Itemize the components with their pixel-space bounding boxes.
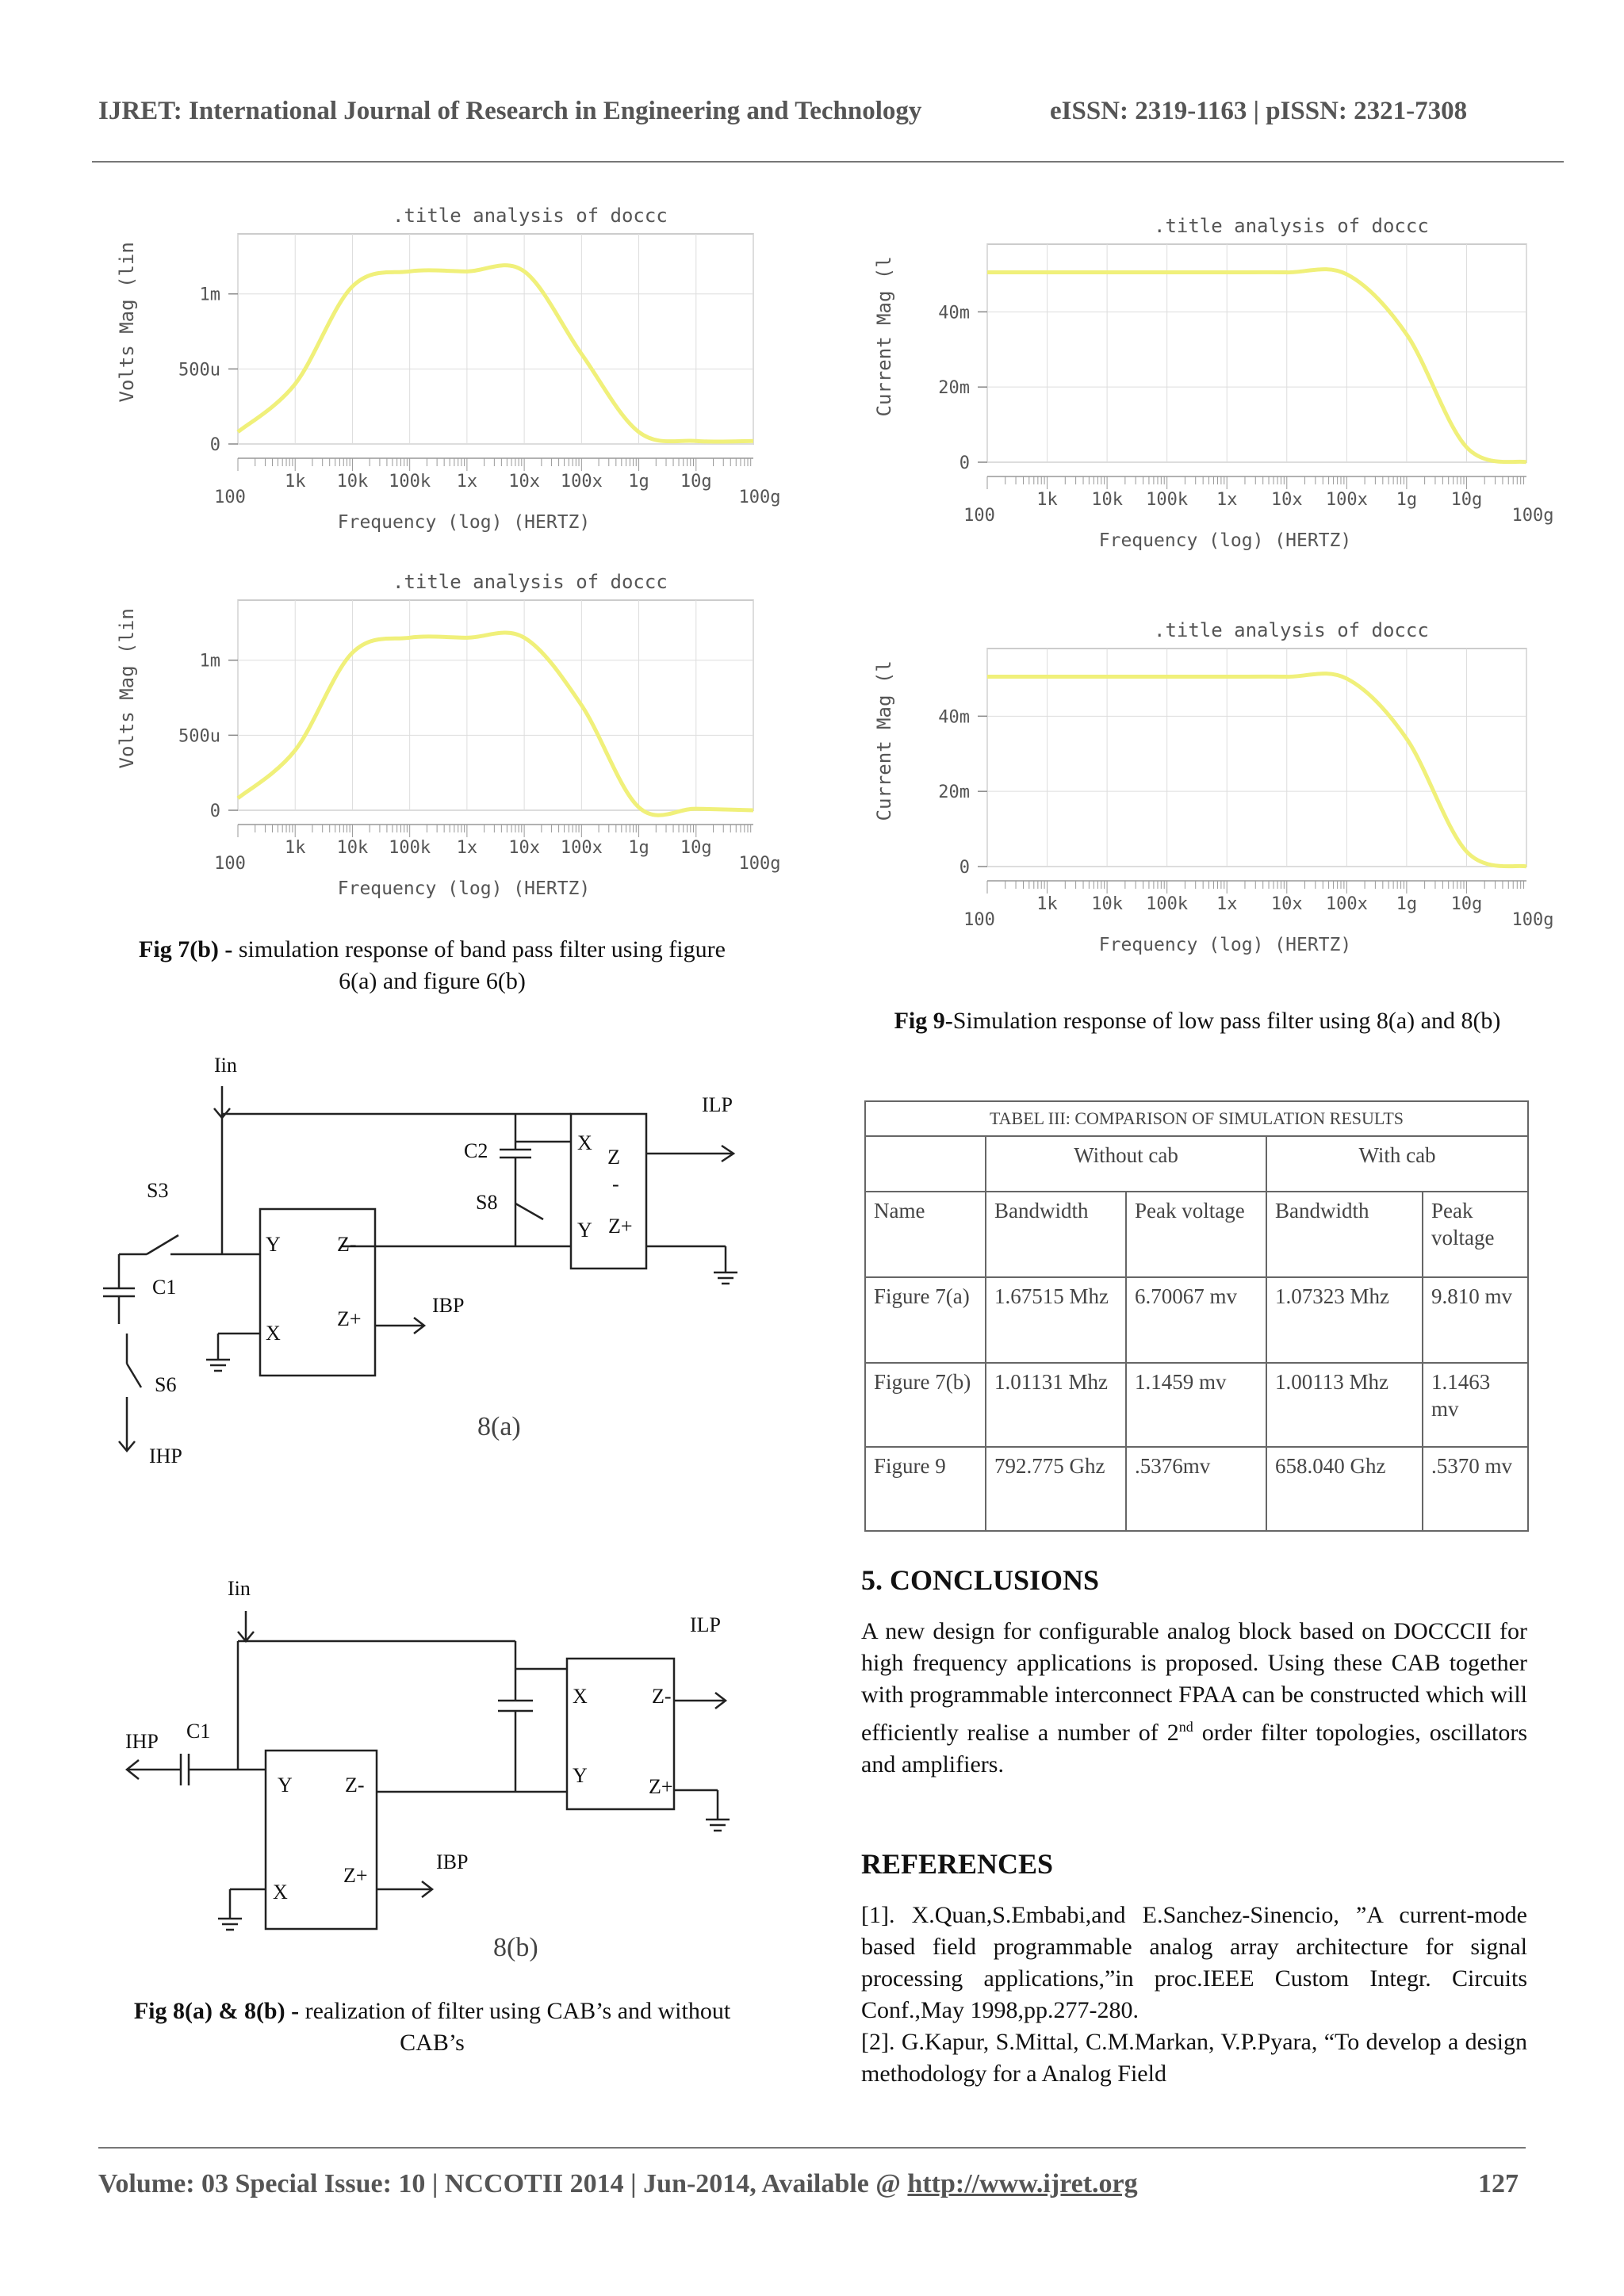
table-header: Peak voltage <box>1423 1192 1528 1277</box>
table-empty-cell <box>865 1136 986 1192</box>
plot-xtick-label: 10k <box>336 472 369 492</box>
iin-label-b: Iin <box>228 1577 251 1600</box>
table-cell: Figure 7(b) <box>865 1363 986 1447</box>
plot-xtick-label: 1k <box>284 472 306 492</box>
issn-text: eISSN: 2319-1163 | pISSN: 2321-7308 <box>1050 97 1468 125</box>
c1-label-b: C1 <box>186 1720 211 1743</box>
plot-xtick-label: 100g <box>738 854 781 874</box>
block1-zminus-a: Z- <box>337 1233 357 1256</box>
plot-ytick-label: 1m <box>199 651 220 672</box>
ihp-label-b: IHP <box>125 1730 159 1753</box>
table-row <box>865 1363 1528 1447</box>
comparison-table <box>864 1100 1529 1532</box>
fig8-caption-label: Fig 8(a) & 8(b) - <box>133 1998 300 2024</box>
plot-xtick-label: 1x <box>456 838 478 858</box>
plot-xtick-label: 10g <box>680 472 712 492</box>
plot-fig9-top <box>868 205 1554 577</box>
plot-xtick-label: 100 <box>214 488 246 507</box>
plot-ytick-label: 500u <box>178 360 220 381</box>
plot-xtick-label: 10k <box>336 838 369 858</box>
plot-ylabel: Volts Mag (lin <box>116 608 138 769</box>
c1-label-a: C1 <box>152 1276 177 1299</box>
block1-zplus-a: Z+ <box>337 1307 362 1330</box>
table-cell: 1.00113 Mhz <box>1266 1363 1423 1447</box>
table-cell: 792.775 Ghz <box>986 1447 1126 1531</box>
block2-zplus-a: Z+ <box>608 1215 633 1238</box>
plot-xtick-label: 10k <box>1091 894 1123 914</box>
plot-frame <box>987 244 1526 462</box>
plot-ytick-label: 500u <box>178 726 220 747</box>
plot-ytick-label: 0 <box>209 435 220 455</box>
plot-ylabel: Current Mag (l <box>873 256 895 417</box>
reference-2: [2]. G.Kapur, S.Mittal, C.M.Markan, V.P.Pyara, “To develop a design methodology for a Analog Field <box>861 2029 1527 2087</box>
plot-ytick-label: 20m <box>938 378 970 399</box>
block1-y-b: Y <box>278 1774 293 1797</box>
table-cell: Figure 7(a) <box>865 1277 986 1363</box>
references-heading: REFERENCES <box>861 1848 1054 1880</box>
plot-xtick-label: 1k <box>284 838 306 858</box>
circuit-8b-label: 8(b) <box>493 1933 538 1962</box>
plot-xtick-label: 10x <box>1270 490 1303 510</box>
plot-xtick-label: 1x <box>1216 490 1238 510</box>
table-cell: 658.040 Ghz <box>1266 1447 1423 1531</box>
plot-xtick-label: 1k <box>1036 894 1058 914</box>
fig9-caption-text: Simulation response of low pass filter using 8(a) and 8(b) <box>952 1008 1501 1034</box>
plot-xtick-label: 10g <box>1450 490 1483 510</box>
plot-fig7b-top <box>111 198 781 555</box>
table-cell: Figure 9 <box>865 1447 986 1531</box>
plot-xtick-label: 100k <box>389 472 431 492</box>
circuit-8a <box>103 1039 761 1483</box>
conclusions-text-a: A new design for configurable analog block based on DOCCCII for high frequency applications is proposed. Using these CAB together with programmable interconnect FPAA can be constructed which will efficiently realise a number of 2 <box>861 1618 1527 1746</box>
iin-label-a: Iin <box>214 1054 237 1077</box>
conclusions-text-b: order filter topologies, oscillators and amplifiers. <box>861 1720 1528 1777</box>
block2-zminus-b: Z- <box>652 1685 672 1708</box>
table-cell: 1.67515 Mhz <box>986 1277 1126 1363</box>
page-footer <box>98 2169 1526 2199</box>
page-number: 127 <box>1478 2169 1519 2198</box>
plot-xtick-label: 100x <box>1325 894 1368 914</box>
journal-title: IJRET: International Journal of Research in Engineering and Technology <box>98 97 922 125</box>
fig7b-caption-label: Fig 7(b) - <box>139 936 233 962</box>
fig9-caption-label: Fig 9- <box>894 1008 953 1034</box>
plot-xlabel: Frequency (log) (HERTZ) <box>337 878 591 899</box>
plot-xtick-label: 1k <box>1036 490 1058 510</box>
plot-xtick-label: 100x <box>560 838 603 858</box>
conclusions-text <box>861 1616 1527 1781</box>
plot-title: .title analysis of doccc <box>393 205 668 227</box>
plot-xtick-label: 10g <box>680 838 712 858</box>
footer-rule <box>98 2147 1526 2149</box>
plot-xtick-label: 100g <box>1511 910 1554 930</box>
table-header: Name <box>865 1192 986 1277</box>
block2-x-a: X <box>577 1131 592 1154</box>
footer-link[interactable]: http://www.ijret.org <box>907 2169 1138 2198</box>
conclusions-sup: nd <box>1178 1719 1193 1735</box>
plot-xtick-label: 100g <box>1511 506 1554 526</box>
plot-xlabel: Frequency (log) (HERTZ) <box>1098 530 1352 551</box>
plot-xtick-label: 100k <box>1146 894 1189 914</box>
plot-title: .title analysis of doccc <box>1154 215 1429 237</box>
circuit-8a-label: 8(a) <box>477 1412 521 1441</box>
plot-fig9-bottom <box>868 609 1554 982</box>
circuit-8b <box>119 1562 745 1974</box>
table-group-with: With cab <box>1266 1136 1528 1192</box>
table-cell: 1.07323 Mhz <box>1266 1277 1423 1363</box>
reference-1: [1]. X.Quan,S.Embabi,and E.Sanchez-Sinencio, ”A current-mode based field programmable analog array architecture for signal processing applications,”in proc.IEEE Custom Integr. Circuits Conf.,May 1998,pp.277-280. <box>861 1902 1527 2023</box>
plot-ytick-label: 20m <box>938 783 970 803</box>
plot-ytick-label: 40m <box>938 303 970 323</box>
plot-xtick-label: 1g <box>1396 490 1418 510</box>
block1-y-a: Y <box>266 1233 281 1256</box>
table-cell: 1.01131 Mhz <box>986 1363 1126 1447</box>
plot-xtick-label: 100k <box>389 838 431 858</box>
plot-ytick-label: 0 <box>209 802 220 821</box>
block1-zplus-b: Z+ <box>343 1864 368 1887</box>
table-header: Peak voltage <box>1126 1192 1266 1277</box>
table-cell: .5370 mv <box>1423 1447 1528 1531</box>
table-row <box>865 1277 1528 1363</box>
plot-xtick-label: 10x <box>508 472 540 492</box>
plot-xtick-label: 1g <box>1396 894 1418 914</box>
block2-x-b: X <box>573 1685 588 1708</box>
block2-z-a: Z <box>607 1146 620 1169</box>
plot-xtick-label: 1g <box>628 838 649 858</box>
table-cell: 1.1459 mv <box>1126 1363 1266 1447</box>
fig8-caption <box>119 1996 745 2059</box>
references-list <box>861 1900 1527 2090</box>
fig9-caption <box>868 1005 1526 1037</box>
plot-xtick-label: 100x <box>560 472 603 492</box>
plot-xtick-label: 100g <box>738 488 781 507</box>
block1-zminus-b: Z- <box>345 1774 365 1797</box>
ilp-label-b: ILP <box>690 1613 721 1636</box>
plot-xtick-label: 10x <box>508 838 540 858</box>
plot-xlabel: Frequency (log) (HERTZ) <box>337 512 591 533</box>
table-cell: 9.810 mv <box>1423 1277 1528 1363</box>
fig7b-caption-text: simulation response of band pass filter using figure 6(a) and figure 6(b) <box>232 936 726 994</box>
ihp-label-a: IHP <box>149 1445 182 1468</box>
fig8-caption-text: realization of filter using CAB’s and without CAB’s <box>299 1998 731 2056</box>
plot-xtick-label: 10k <box>1091 490 1123 510</box>
plot-xtick-label: 1x <box>456 472 478 492</box>
table-header: Bandwidth <box>986 1192 1126 1277</box>
plot-ytick-label: 1m <box>199 285 220 305</box>
plot-xtick-label: 100 <box>963 910 995 930</box>
plot-frame <box>987 649 1526 867</box>
table-header: Bandwidth <box>1266 1192 1423 1277</box>
plot-xtick-label: 100x <box>1325 490 1368 510</box>
plot-xtick-label: 1x <box>1216 894 1238 914</box>
plot-ytick-label: 0 <box>959 453 970 473</box>
table-cell: 1.1463 mv <box>1423 1363 1528 1447</box>
table-row <box>865 1447 1528 1531</box>
plot-xlabel: Frequency (log) (HERTZ) <box>1098 935 1352 955</box>
block2-zplus-b: Z+ <box>649 1775 673 1798</box>
block1-x-a: X <box>266 1322 281 1345</box>
s8-label: S8 <box>476 1191 498 1214</box>
ibp-label-b: IBP <box>436 1850 469 1873</box>
s3-label: S3 <box>147 1179 169 1202</box>
plot-ylabel: Current Mag (l <box>873 660 895 821</box>
plot-xtick-label: 10g <box>1450 894 1483 914</box>
table-cell: .5376mv <box>1126 1447 1266 1531</box>
plot-ytick-label: 40m <box>938 707 970 728</box>
plot-xtick-label: 100 <box>963 506 995 526</box>
c2-label: C2 <box>464 1139 488 1162</box>
ibp-label-a: IBP <box>432 1294 465 1317</box>
plot-xtick-label: 10x <box>1270 894 1303 914</box>
table-group-without: Without cab <box>986 1136 1266 1192</box>
s6-label: S6 <box>155 1373 177 1396</box>
plot-title: .title analysis of doccc <box>393 571 668 593</box>
block1-x-b: X <box>273 1881 288 1904</box>
conclusions-heading: 5. CONCLUSIONS <box>861 1564 1100 1596</box>
plot-ylabel: Volts Mag (lin <box>116 242 138 403</box>
fig7b-caption <box>119 934 745 997</box>
table-cell: 6.70067 mv <box>1126 1277 1266 1363</box>
header-rule <box>92 161 1564 163</box>
table-title: TABEL III: COMPARISON OF SIMULATION RESULTS <box>865 1101 1528 1136</box>
block2-dash-a: - <box>612 1173 619 1196</box>
plot-xtick-label: 100 <box>214 854 246 874</box>
footer-text: Volume: 03 Special Issue: 10 | NCCOTII 2014 | Jun-2014, Available @ <box>98 2169 908 2198</box>
plot-fig7b-bottom <box>111 564 781 921</box>
plot-ytick-label: 0 <box>959 858 970 878</box>
block2-y-a: Y <box>577 1219 592 1242</box>
ilp-label-a: ILP <box>702 1093 733 1116</box>
plot-xtick-label: 100k <box>1146 490 1189 510</box>
block2-y-b: Y <box>573 1764 588 1787</box>
plot-title: .title analysis of doccc <box>1154 619 1429 641</box>
journal-header <box>98 97 1542 126</box>
plot-xtick-label: 1g <box>628 472 649 492</box>
table-header-row <box>865 1192 1528 1277</box>
